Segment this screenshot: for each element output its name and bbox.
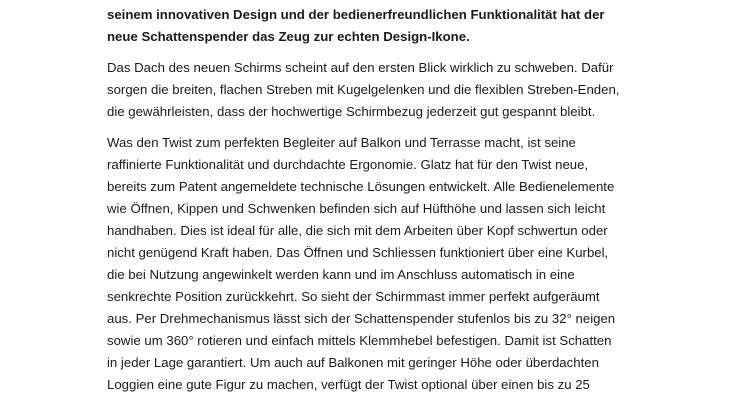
document-page [107,0,652,396]
body-paragraph-2 [107,132,652,396]
paragraph-line: Loggien eine gute Figur zu machen, verfügt der Twist optional über einen bis zu 25 [107,377,590,392]
paragraph-line: nicht genügend Kraft haben. Das Öffnen und Schliessen funktioniert über eine Kurbel, [107,245,609,260]
paragraph-line: Das Dach des neuen Schirms scheint auf den ersten Blick wirklich zu schweben. Dafür [107,60,614,75]
paragraph-line: Was den Twist zum perfekten Begleiter auf Balkon und Terrasse macht, ist seine [107,135,576,150]
paragraph-line: die gewährleisten, dass der hochwertige Schirmbezug jederzeit gut gespannt bleibt. [107,104,596,119]
paragraph-line: in jeder Lage garantiert. Um auch auf Balkonen mit geringer Höhe oder überdachten [107,355,599,370]
paragraph-line: handhaben. Dies ist ideal für alle, die sich mit dem Arbeiten über Kopf schwertun oder [107,223,608,238]
paragraph-line: sorgen die breiten, flachen Streben mit Kugelgelenken und die flexiblen Streben-Enden, [107,82,620,97]
lead-line: neue Schattenspender das Zeug zur echten Design-Ikone. [107,29,470,44]
lead-line: seinem innovativen Design und der bedienerfreundlichen Funktionalität hat der [107,7,605,22]
paragraph-line: die bei Nutzung angewinkelt werden kann und im Anschluss automatisch in eine [107,267,575,282]
body-paragraph-1 [107,57,652,123]
paragraph-line: sowie um 360° rotieren und einfach mittels Klemmhebel befestigen. Damit ist Schatten [107,333,612,348]
paragraph-line: senkrechte Position zurückkehrt. So sieht der Schirmmast immer perfekt aufgeräumt [107,289,600,304]
lead-paragraph [107,4,652,48]
paragraph-line: bereits zum Patent angemeldete technische Lösungen entwickelt. Alle Bedienelemente [107,179,615,194]
paragraph-line: aus. Per Drehmechanismus lässt sich der Schattenspender stufenlos bis zu 32° neigen [107,311,616,326]
paragraph-line: wie Öffnen, Kippen und Schwenken befinden sich auf Hüfthöhe und lassen sich leicht [107,201,606,216]
paragraph-line: raffinierte Funktionalität und durchdachte Ergonomie. Glatz hat für den Twist neue, [107,157,589,172]
